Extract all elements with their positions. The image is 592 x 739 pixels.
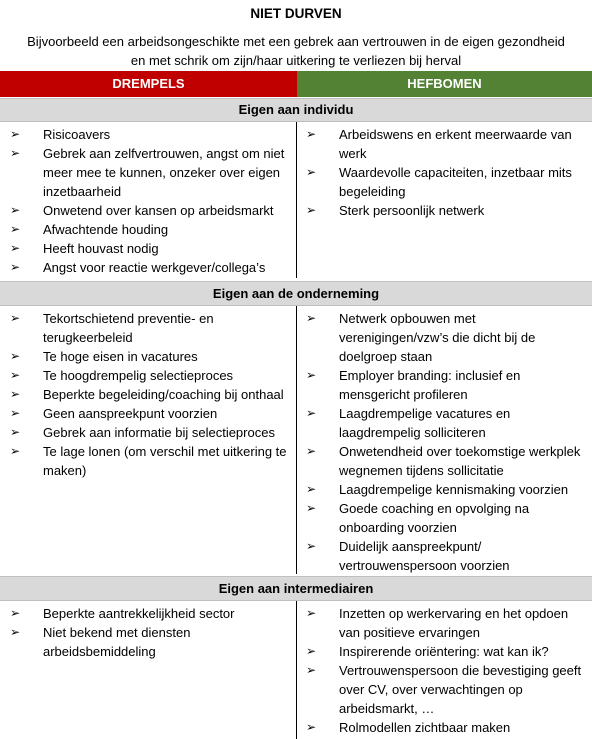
list-item: ➢ Netwerk opbouwen met verenigingen/vzw’s die dicht bij de doelgroep staan: [304, 309, 586, 366]
list-item: ➢ Duidelijk aanspreekpunt/ vertrouwenspersoon voorzien: [304, 537, 586, 575]
list-item: ➢ Geen aanspreekpunt voorzien: [8, 404, 290, 423]
list-item: ➢ Heeft houvast nodig: [8, 239, 290, 258]
list-item: ➢ Te hoogdrempelig selectieproces: [8, 366, 290, 385]
list-item: ➢ Vertrouwenspersoon die bevestiging geeft over CV, over verwachtingen op arbeidsmarkt, …: [304, 661, 586, 718]
drempels-list-individu: [8, 125, 290, 277]
list-item: ➢ Beperkte begeleiding/coaching bij onthaal: [8, 385, 290, 404]
list-item: ➢ Angst voor reactie werkgever/collega’s: [8, 258, 290, 277]
list-item: ➢ Onwetend over kansen op arbeidsmarkt: [8, 201, 290, 220]
page-subtitle: Bijvoorbeeld een arbeidsongeschikte met een gebrek aan vertrouwen in de eigen gezondheid en met schrik om zijn/haar uitkering te verliezen bij herval: [27, 34, 565, 68]
list-item: ➢ Goede coaching en opvolging na onboarding voorzien: [304, 499, 586, 537]
list-item: ➢ Arbeidswens en erkent meerwaarde van werk: [304, 125, 586, 163]
column-divider: [296, 306, 297, 574]
list-item: ➢ Te hoge eisen in vacatures: [8, 347, 290, 366]
list-item: ➢ Laagdrempelige kennismaking voorzien: [304, 480, 586, 499]
list-item: ➢ Employer branding: inclusief en mensgericht profileren: [304, 366, 586, 404]
column-header-hefbomen: HEFBOMEN: [297, 71, 592, 97]
column-divider: [296, 122, 297, 278]
list-item: ➢ Beperkte aantrekkelijkheid sector: [8, 604, 290, 623]
column-divider: [296, 601, 297, 739]
list-item: ➢ Niet bekend met diensten arbeidsbemiddeling: [8, 623, 290, 661]
section-header-individu: Eigen aan individu: [0, 98, 592, 122]
drempels-list-onderneming: [8, 309, 290, 480]
list-item: ➢ Sterk persoonlijk netwerk: [304, 201, 586, 220]
list-item: ➢ Risicoavers: [8, 125, 290, 144]
list-item: ➢ Gebrek aan informatie bij selectieproces: [8, 423, 290, 442]
list-item: ➢ Rolmodellen zichtbaar maken: [304, 718, 586, 737]
list-item: ➢ Laagdrempelige vacatures en laagdrempelig solliciteren: [304, 404, 586, 442]
list-item: ➢ Inspirerende oriëntering: wat kan ik?: [304, 642, 586, 661]
list-item: ➢ Onwetendheid over toekomstige werkplek wegnemen tijdens sollicitatie: [304, 442, 586, 480]
hefbomen-list-individu: [304, 125, 586, 220]
list-item: ➢ Gebrek aan zelfvertrouwen, angst om niet meer mee te kunnen, onzeker over eigen inzetbaarheid: [8, 144, 290, 201]
column-header-drempels: DREMPELS: [0, 71, 297, 97]
section-header-onderneming: Eigen aan de onderneming: [0, 281, 592, 306]
list-item: ➢ Afwachtende houding: [8, 220, 290, 239]
list-item: ➢ Te lage lonen (om verschil met uitkering te maken): [8, 442, 290, 480]
hefbomen-list-intermediairen: [304, 604, 586, 737]
page-title: NIET DURVEN: [250, 6, 342, 21]
section-header-intermediairen: Eigen aan intermediairen: [0, 576, 592, 601]
list-item: ➢ Waardevolle capaciteiten, inzetbaar mits begeleiding: [304, 163, 586, 201]
list-item: ➢ Tekortschietend preventie- en terugkeerbeleid: [8, 309, 290, 347]
drempels-list-intermediairen: [8, 604, 290, 661]
hefbomen-list-onderneming: [304, 309, 586, 575]
list-item: ➢ Inzetten op werkervaring en het opdoen van positieve ervaringen: [304, 604, 586, 642]
